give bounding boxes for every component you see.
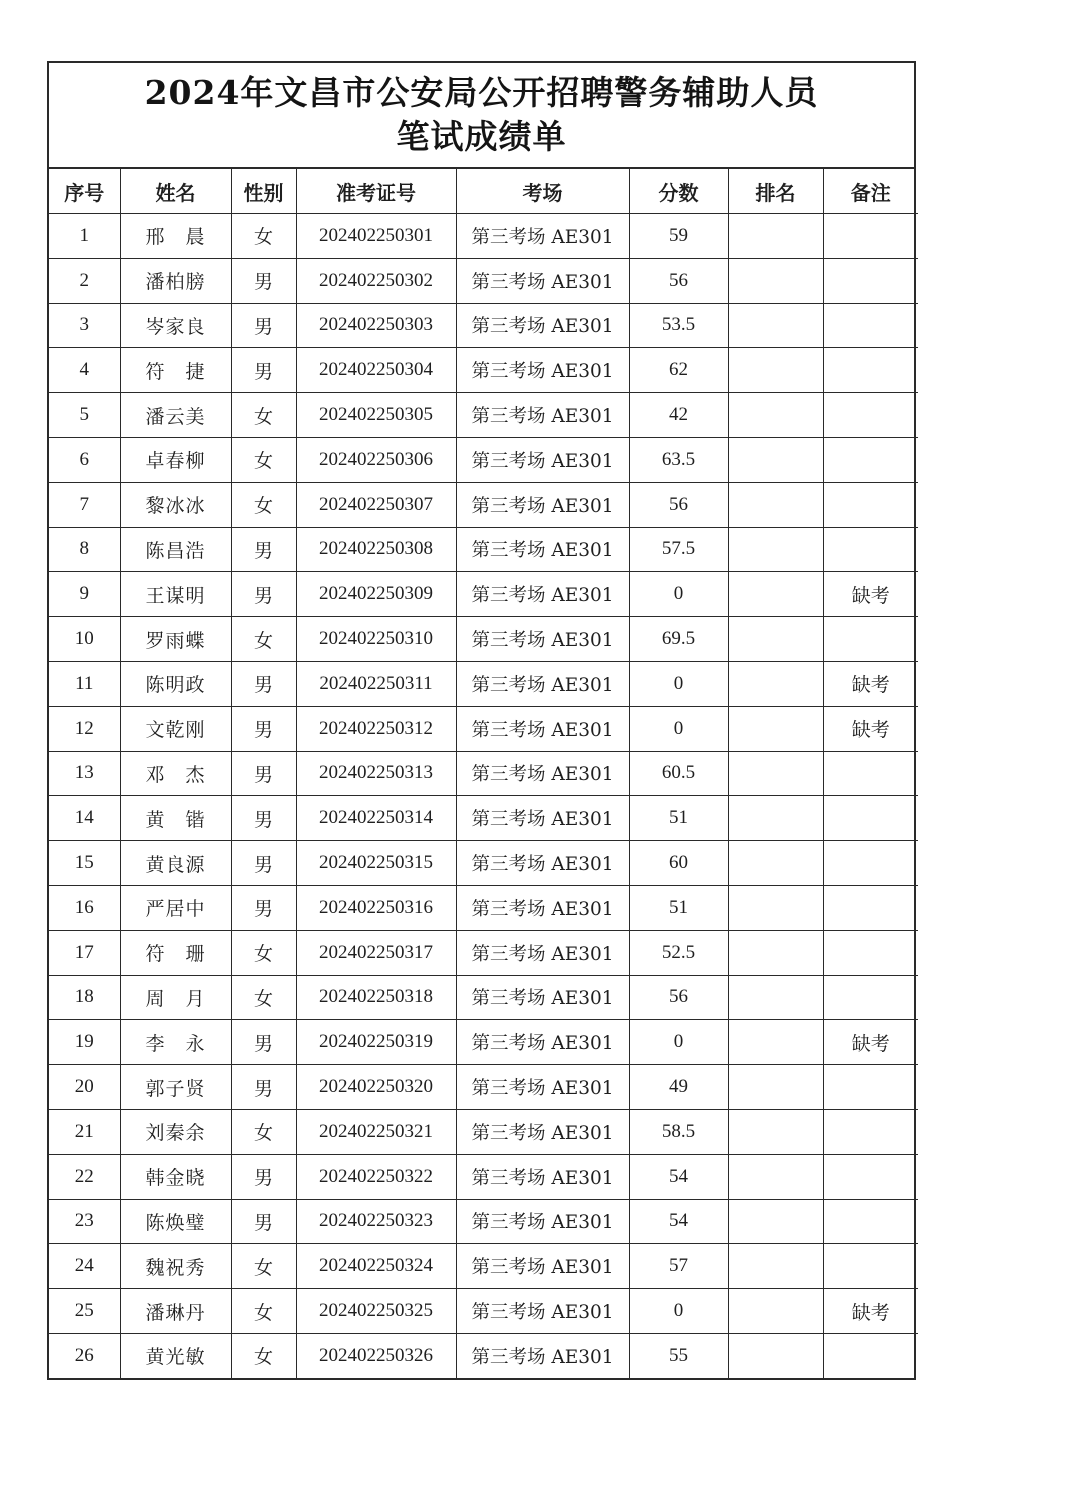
cell-gender: 女 — [231, 482, 296, 527]
cell-score: 57.5 — [629, 527, 728, 572]
cell-ticket: 202402250321 — [296, 1109, 456, 1154]
cell-ticket: 202402250324 — [296, 1244, 456, 1289]
cell-score: 63.5 — [629, 437, 728, 482]
cell-no: 6 — [49, 437, 120, 482]
cell-remark — [823, 1333, 918, 1377]
cell-gender: 女 — [231, 1289, 296, 1334]
cell-remark — [823, 975, 918, 1020]
cell-room: 第三考场 AE301 — [456, 1109, 629, 1154]
cell-room: 第三考场 AE301 — [456, 482, 629, 527]
cell-no: 21 — [49, 1109, 120, 1154]
cell-no: 22 — [49, 1154, 120, 1199]
cell-no: 19 — [49, 1020, 120, 1065]
cell-remark: 缺考 — [823, 1020, 918, 1065]
cell-no: 24 — [49, 1244, 120, 1289]
cell-score: 0 — [629, 572, 728, 617]
cell-gender: 男 — [231, 751, 296, 796]
header-name: 姓名 — [120, 169, 231, 214]
table-row — [49, 617, 918, 662]
cell-name: 魏祝秀 — [120, 1244, 231, 1289]
cell-gender: 男 — [231, 527, 296, 572]
cell-score: 51 — [629, 796, 728, 841]
cell-rank — [728, 1020, 823, 1065]
cell-rank — [728, 930, 823, 975]
document-title: 2024年文昌市公安局公开招聘警务辅助人员 — [144, 73, 819, 112]
cell-room: 第三考场 AE301 — [456, 661, 629, 706]
table-row — [49, 393, 918, 438]
cell-score: 0 — [629, 1020, 728, 1065]
cell-no: 7 — [49, 482, 120, 527]
cell-no: 4 — [49, 348, 120, 393]
cell-name: 黄 锴 — [120, 796, 231, 841]
cell-remark — [823, 482, 918, 527]
cell-name: 罗雨蝶 — [120, 617, 231, 662]
cell-gender: 男 — [231, 1199, 296, 1244]
cell-score: 54 — [629, 1199, 728, 1244]
cell-score: 0 — [629, 706, 728, 751]
cell-score: 55 — [629, 1333, 728, 1377]
cell-room: 第三考场 AE301 — [456, 437, 629, 482]
cell-room: 第三考场 AE301 — [456, 1065, 629, 1110]
cell-no: 12 — [49, 706, 120, 751]
cell-no: 3 — [49, 303, 120, 348]
table-row — [49, 1244, 918, 1289]
cell-score: 49 — [629, 1065, 728, 1110]
cell-gender: 男 — [231, 1065, 296, 1110]
cell-remark — [823, 1199, 918, 1244]
cell-score: 0 — [629, 661, 728, 706]
cell-remark — [823, 527, 918, 572]
cell-no: 26 — [49, 1333, 120, 1377]
cell-no: 11 — [49, 661, 120, 706]
cell-ticket: 202402250314 — [296, 796, 456, 841]
cell-rank — [728, 1289, 823, 1334]
cell-name: 陈焕璧 — [120, 1199, 231, 1244]
cell-room: 第三考场 AE301 — [456, 1020, 629, 1065]
cell-remark: 缺考 — [823, 706, 918, 751]
cell-name: 周 月 — [120, 975, 231, 1020]
table-row — [49, 661, 918, 706]
cell-ticket: 202402250308 — [296, 527, 456, 572]
cell-ticket: 202402250323 — [296, 1199, 456, 1244]
cell-ticket: 202402250316 — [296, 885, 456, 930]
cell-name: 黄光敏 — [120, 1333, 231, 1377]
score-table — [49, 169, 918, 1378]
cell-gender: 男 — [231, 841, 296, 886]
header-gender: 性别 — [231, 169, 296, 214]
cell-gender: 女 — [231, 437, 296, 482]
cell-remark: 缺考 — [823, 1289, 918, 1334]
cell-rank — [728, 1244, 823, 1289]
cell-score: 54 — [629, 1154, 728, 1199]
cell-rank — [728, 1154, 823, 1199]
cell-name: 郭子贤 — [120, 1065, 231, 1110]
cell-gender: 男 — [231, 1154, 296, 1199]
cell-room: 第三考场 AE301 — [456, 214, 629, 259]
cell-gender: 男 — [231, 706, 296, 751]
cell-gender: 女 — [231, 393, 296, 438]
cell-remark — [823, 751, 918, 796]
document-subtitle: 笔试成绩单 — [396, 117, 567, 156]
cell-remark — [823, 1109, 918, 1154]
cell-no: 16 — [49, 885, 120, 930]
cell-room: 第三考场 AE301 — [456, 348, 629, 393]
cell-room: 第三考场 AE301 — [456, 796, 629, 841]
cell-rank — [728, 751, 823, 796]
cell-remark — [823, 1065, 918, 1110]
cell-remark — [823, 258, 918, 303]
table-row — [49, 885, 918, 930]
table-row — [49, 1109, 918, 1154]
cell-gender: 女 — [231, 930, 296, 975]
cell-gender: 男 — [231, 1020, 296, 1065]
table-row — [49, 258, 918, 303]
cell-room: 第三考场 AE301 — [456, 1154, 629, 1199]
table-row — [49, 214, 918, 259]
cell-gender: 男 — [231, 258, 296, 303]
header-room: 考场 — [456, 169, 629, 214]
cell-gender: 女 — [231, 1244, 296, 1289]
cell-room: 第三考场 AE301 — [456, 1199, 629, 1244]
cell-no: 10 — [49, 617, 120, 662]
cell-gender: 男 — [231, 348, 296, 393]
cell-remark: 缺考 — [823, 661, 918, 706]
cell-ticket: 202402250312 — [296, 706, 456, 751]
cell-remark — [823, 1244, 918, 1289]
cell-ticket: 202402250310 — [296, 617, 456, 662]
cell-rank — [728, 706, 823, 751]
cell-remark — [823, 930, 918, 975]
cell-gender: 男 — [231, 572, 296, 617]
cell-rank — [728, 1199, 823, 1244]
cell-rank — [728, 303, 823, 348]
cell-no: 25 — [49, 1289, 120, 1334]
cell-no: 15 — [49, 841, 120, 886]
cell-rank — [728, 437, 823, 482]
cell-score: 53.5 — [629, 303, 728, 348]
table-row — [49, 975, 918, 1020]
cell-room: 第三考场 AE301 — [456, 1289, 629, 1334]
cell-no: 23 — [49, 1199, 120, 1244]
cell-room: 第三考场 AE301 — [456, 841, 629, 886]
cell-name: 黄良源 — [120, 841, 231, 886]
cell-score: 60 — [629, 841, 728, 886]
cell-rank — [728, 841, 823, 886]
cell-gender: 女 — [231, 1333, 296, 1377]
header-remark: 备注 — [823, 169, 918, 214]
cell-gender: 女 — [231, 1109, 296, 1154]
cell-gender: 女 — [231, 617, 296, 662]
cell-score: 58.5 — [629, 1109, 728, 1154]
score-sheet — [47, 61, 916, 1380]
cell-no: 8 — [49, 527, 120, 572]
cell-remark — [823, 437, 918, 482]
cell-gender: 女 — [231, 975, 296, 1020]
cell-rank — [728, 258, 823, 303]
cell-ticket: 202402250301 — [296, 214, 456, 259]
header-score: 分数 — [629, 169, 728, 214]
cell-score: 62 — [629, 348, 728, 393]
table-row — [49, 1020, 918, 1065]
cell-rank — [728, 482, 823, 527]
header-no: 序号 — [49, 169, 120, 214]
cell-score: 56 — [629, 258, 728, 303]
cell-ticket: 202402250325 — [296, 1289, 456, 1334]
cell-name: 文乾刚 — [120, 706, 231, 751]
cell-remark — [823, 214, 918, 259]
cell-score: 51 — [629, 885, 728, 930]
cell-ticket: 202402250315 — [296, 841, 456, 886]
cell-remark — [823, 796, 918, 841]
cell-room: 第三考场 AE301 — [456, 617, 629, 662]
header-rank: 排名 — [728, 169, 823, 214]
cell-ticket: 202402250318 — [296, 975, 456, 1020]
cell-name: 潘柏膀 — [120, 258, 231, 303]
cell-score: 42 — [629, 393, 728, 438]
cell-rank — [728, 1109, 823, 1154]
cell-room: 第三考场 AE301 — [456, 393, 629, 438]
cell-rank — [728, 527, 823, 572]
cell-room: 第三考场 AE301 — [456, 885, 629, 930]
cell-rank — [728, 393, 823, 438]
cell-score: 0 — [629, 1289, 728, 1334]
cell-score: 56 — [629, 975, 728, 1020]
cell-ticket: 202402250307 — [296, 482, 456, 527]
cell-ticket: 202402250311 — [296, 661, 456, 706]
cell-no: 20 — [49, 1065, 120, 1110]
cell-remark: 缺考 — [823, 572, 918, 617]
cell-name: 潘云美 — [120, 393, 231, 438]
cell-no: 9 — [49, 572, 120, 617]
cell-gender: 男 — [231, 661, 296, 706]
cell-score: 69.5 — [629, 617, 728, 662]
table-row — [49, 348, 918, 393]
table-row — [49, 841, 918, 886]
cell-ticket: 202402250320 — [296, 1065, 456, 1110]
table-row — [49, 751, 918, 796]
cell-room: 第三考场 AE301 — [456, 527, 629, 572]
cell-rank — [728, 1333, 823, 1377]
cell-name: 刘秦余 — [120, 1109, 231, 1154]
cell-remark — [823, 303, 918, 348]
cell-name: 王谋明 — [120, 572, 231, 617]
cell-name: 韩金晓 — [120, 1154, 231, 1199]
cell-no: 13 — [49, 751, 120, 796]
title-box — [49, 63, 914, 169]
cell-rank — [728, 1065, 823, 1110]
cell-no: 14 — [49, 796, 120, 841]
cell-rank — [728, 975, 823, 1020]
cell-ticket: 202402250302 — [296, 258, 456, 303]
cell-score: 56 — [629, 482, 728, 527]
cell-score: 57 — [629, 1244, 728, 1289]
table-row — [49, 1333, 918, 1377]
cell-rank — [728, 348, 823, 393]
cell-room: 第三考场 AE301 — [456, 572, 629, 617]
cell-name: 黎冰冰 — [120, 482, 231, 527]
cell-room: 第三考场 AE301 — [456, 930, 629, 975]
cell-room: 第三考场 AE301 — [456, 975, 629, 1020]
cell-room: 第三考场 AE301 — [456, 258, 629, 303]
cell-name: 潘琳丹 — [120, 1289, 231, 1334]
cell-ticket: 202402250313 — [296, 751, 456, 796]
cell-no: 5 — [49, 393, 120, 438]
cell-room: 第三考场 AE301 — [456, 751, 629, 796]
cell-remark — [823, 393, 918, 438]
cell-gender: 男 — [231, 303, 296, 348]
cell-name: 陈昌浩 — [120, 527, 231, 572]
cell-room: 第三考场 AE301 — [456, 1333, 629, 1377]
cell-name: 李 永 — [120, 1020, 231, 1065]
cell-score: 52.5 — [629, 930, 728, 975]
table-header-row — [49, 169, 918, 214]
cell-rank — [728, 661, 823, 706]
table-row — [49, 796, 918, 841]
cell-name: 卓春柳 — [120, 437, 231, 482]
cell-name: 陈明政 — [120, 661, 231, 706]
table-row — [49, 1154, 918, 1199]
cell-rank — [728, 572, 823, 617]
cell-ticket: 202402250303 — [296, 303, 456, 348]
cell-remark — [823, 841, 918, 886]
table-row — [49, 527, 918, 572]
cell-gender: 女 — [231, 214, 296, 259]
cell-ticket: 202402250317 — [296, 930, 456, 975]
cell-no: 17 — [49, 930, 120, 975]
cell-ticket: 202402250304 — [296, 348, 456, 393]
table-row — [49, 1199, 918, 1244]
cell-name: 严居中 — [120, 885, 231, 930]
cell-gender: 男 — [231, 885, 296, 930]
cell-ticket: 202402250306 — [296, 437, 456, 482]
table-row — [49, 1289, 918, 1334]
cell-rank — [728, 617, 823, 662]
cell-ticket: 202402250305 — [296, 393, 456, 438]
cell-room: 第三考场 AE301 — [456, 706, 629, 751]
cell-room: 第三考场 AE301 — [456, 303, 629, 348]
cell-no: 1 — [49, 214, 120, 259]
cell-ticket: 202402250326 — [296, 1333, 456, 1377]
table-row — [49, 572, 918, 617]
table-row — [49, 437, 918, 482]
cell-rank — [728, 796, 823, 841]
cell-rank — [728, 885, 823, 930]
cell-rank — [728, 214, 823, 259]
cell-score: 60.5 — [629, 751, 728, 796]
cell-name: 邢 晨 — [120, 214, 231, 259]
cell-remark — [823, 617, 918, 662]
cell-name: 符 捷 — [120, 348, 231, 393]
cell-remark — [823, 1154, 918, 1199]
table-row — [49, 930, 918, 975]
cell-no: 2 — [49, 258, 120, 303]
cell-ticket: 202402250322 — [296, 1154, 456, 1199]
cell-ticket: 202402250309 — [296, 572, 456, 617]
cell-remark — [823, 348, 918, 393]
cell-remark — [823, 885, 918, 930]
cell-no: 18 — [49, 975, 120, 1020]
table-row — [49, 482, 918, 527]
cell-name: 符 珊 — [120, 930, 231, 975]
header-ticket: 准考证号 — [296, 169, 456, 214]
table-body — [49, 214, 918, 1378]
cell-name: 邓 杰 — [120, 751, 231, 796]
table-row — [49, 706, 918, 751]
cell-gender: 男 — [231, 796, 296, 841]
cell-room: 第三考场 AE301 — [456, 1244, 629, 1289]
cell-score: 59 — [629, 214, 728, 259]
cell-name: 岑家良 — [120, 303, 231, 348]
cell-ticket: 202402250319 — [296, 1020, 456, 1065]
table-row — [49, 303, 918, 348]
table-row — [49, 1065, 918, 1110]
